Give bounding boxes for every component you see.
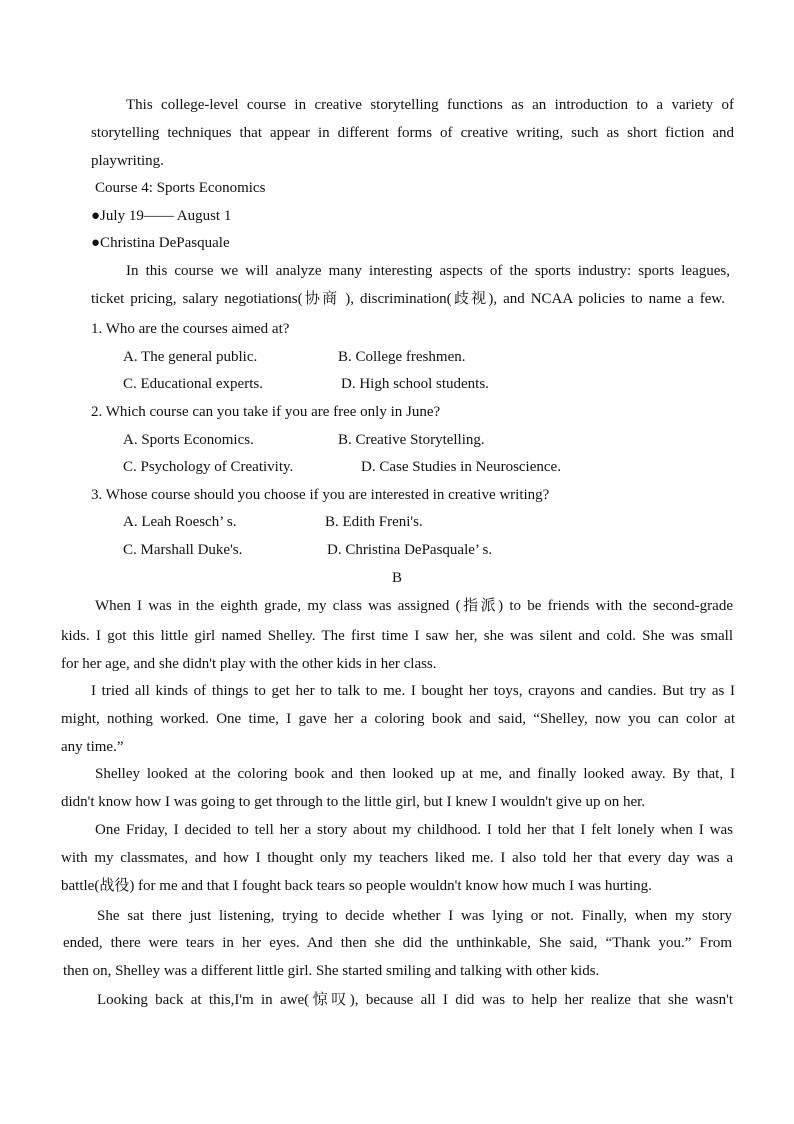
course4-instructor: ●Christina DePasquale bbox=[91, 235, 230, 251]
section-heading: B bbox=[391, 570, 402, 586]
story-line: then on, Shelley was a different little girl. She started smiling and talking with other kids. bbox=[63, 963, 600, 979]
option-d: D. Case Studies in Neuroscience. bbox=[361, 459, 561, 475]
course4-desc-line: ticket pricing, salary negotiations(协商 ), discrimination(歧视), and NCAA policies to name a few. bbox=[91, 291, 725, 307]
option-d: D. High school students. bbox=[341, 376, 489, 392]
story-line: Shelley looked at the coloring book and then looked up at me, and finally looked away. By that, I bbox=[95, 766, 735, 782]
story-line: for her age, and she didn't play with the other kids in her class. bbox=[61, 656, 437, 672]
question-stem: 1. Who are the courses aimed at? bbox=[91, 321, 290, 337]
course3-desc-line: playwriting. bbox=[91, 153, 164, 169]
option-c: C. Marshall Duke's. bbox=[123, 542, 243, 558]
option-d: D. Christina DePasquale’ s. bbox=[327, 542, 493, 558]
story-line: kids. I got this little girl named Shelley. The first time I saw her, she was silent and cold. She was small bbox=[61, 628, 733, 644]
course4-desc-line: In this course we will analyze many interesting aspects of the sports industry: sports leagues, bbox=[126, 263, 730, 279]
story-line: One Friday, I decided to tell her a story about my childhood. I told her that I felt lonely when I was bbox=[95, 822, 733, 838]
story-line: battle(战役) for me and that I fought back tears so people wouldn't know how much I was hurting. bbox=[61, 878, 652, 894]
option-b: B. Edith Freni's. bbox=[325, 514, 423, 530]
course4-dates: ●July 19—— August 1 bbox=[91, 208, 232, 224]
option-c: C. Psychology of Creativity. bbox=[123, 459, 294, 475]
option-a: A. Leah Roesch’ s. bbox=[123, 514, 237, 530]
story-line: When I was in the eighth grade, my class was assigned (指派) to be friends with the second-grade bbox=[95, 598, 733, 614]
story-line: might, nothing worked. One time, I gave her a coloring book and said, “Shelley, now you can color at bbox=[61, 711, 735, 727]
story-line: Looking back at this,I'm in awe(惊叹), because all I did was to help her realize that she wasn't bbox=[97, 992, 733, 1008]
story-line: any time.” bbox=[61, 739, 124, 755]
option-a: A. Sports Economics. bbox=[123, 432, 254, 448]
story-line: didn't know how I was going to get through to the little girl, but I knew I wouldn't give up on her. bbox=[61, 794, 646, 810]
option-b: B. Creative Storytelling. bbox=[338, 432, 485, 448]
story-line: ended, there were tears in her eyes. And then she did the unthinkable, She said, “Thank you.” From bbox=[63, 935, 732, 951]
story-line: with my classmates, and how I thought only my teachers liked me. I also told her that every day was a bbox=[61, 850, 733, 866]
question-stem: 3. Whose course should you choose if you are interested in creative writing? bbox=[91, 487, 550, 503]
option-c: C. Educational experts. bbox=[123, 376, 263, 392]
course3-desc-line: storytelling techniques that appear in different forms of creative writing, such as short fiction and bbox=[91, 125, 734, 141]
story-line: She sat there just listening, trying to decide whether I was lying or not. Finally, when my story bbox=[97, 908, 732, 924]
course4-title: Course 4: Sports Economics bbox=[95, 180, 266, 196]
story-line: I tried all kinds of things to get her to talk to me. I bought her toys, crayons and candies. But try as I bbox=[91, 683, 735, 699]
course3-desc-line: This college-level course in creative storytelling functions as an introduction to a variety of bbox=[126, 97, 734, 113]
question-stem: 2. Which course can you take if you are free only in June? bbox=[91, 404, 441, 420]
option-a: A. The general public. bbox=[123, 349, 258, 365]
option-b: B. College freshmen. bbox=[338, 349, 466, 365]
